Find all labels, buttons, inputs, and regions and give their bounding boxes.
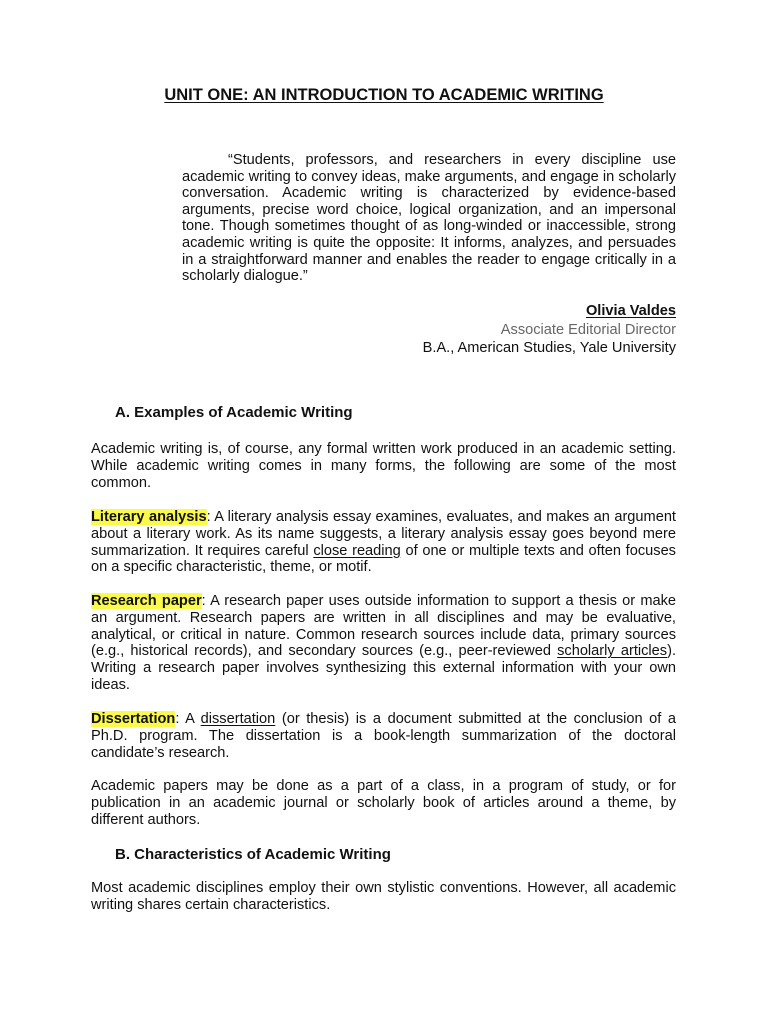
literary-analysis-term: Literary analysis — [91, 509, 207, 525]
literary-analysis-text-end: of one or multiple texts and often focuses on a specific characteristic, theme, or motif. — [91, 542, 676, 576]
quote-attribution — [423, 302, 676, 358]
research-paper-text: : A research paper uses outside information to support a thesis or make an argument. Research papers are written in all disciplines and may be evaluative, analytical, or critical in nature. Common research sources include data, primary sources (e.g., historical records), and secondary sources (e.g., peer-reviewed — [91, 593, 677, 660]
dissertation-link[interactable]: dissertation — [200, 711, 276, 727]
section-b-heading: B. Characteristics of Academic Writing — [115, 846, 391, 863]
research-paper-paragraph — [91, 593, 676, 694]
dissertation-text: : A — [175, 711, 201, 727]
literary-analysis-text: : A literary analysis essay examines, evaluates, and makes an argument about a literary work. As its name suggests, a literary analysis essay goes beyond mere summarization. It requires careful — [91, 509, 676, 559]
research-paper-text-end: ). Writing a research paper involves synthesizing this external information with your own ideas. — [91, 643, 676, 693]
dissertation-text-end: (or thesis) is a document submitted at the conclusion of a Ph.D. program. The dissertation is a book-length summarization of the doctoral candidate’s research. — [91, 711, 677, 761]
section-a-closing: Academic papers may be done as a part of a class, in a program of study, or for publication in an academic journal or scholarly book of articles around a theme, by different authors. — [91, 778, 676, 828]
section-b-intro: Most academic disciplines employ their own stylistic conventions. However, all academic writing shares certain characteristics. — [91, 880, 676, 913]
research-paper-term: Research paper — [91, 593, 202, 609]
epigraph-quote — [182, 152, 676, 285]
page-title-text: UNIT ONE: AN INTRODUCTION TO ACADEMIC WRITING — [164, 86, 604, 104]
dissertation-paragraph — [91, 711, 676, 761]
author-credentials: B.A., American Studies, Yale University — [422, 340, 676, 356]
page-title — [0, 86, 768, 105]
close-reading-link[interactable]: close reading — [313, 542, 401, 559]
literary-analysis-paragraph — [91, 509, 676, 576]
section-a-intro: Academic writing is, of course, any formal written work produced in an academic setting. While academic writing comes in many forms, the following are some of the most common. — [91, 441, 676, 491]
section-a-heading: A. Examples of Academic Writing — [115, 404, 353, 421]
quote-text: “Students, professors, and researchers in every discipline use academic writing to convey ideas, make arguments, and engage in scholarly conversation. Academic writing is characterized by evidence-based arguments, precise word choice, logical organization, and an impersonal tone. Though sometimes thought of as long-winded or inaccessible, strong academic writing is quite the opposite: It informs, analyzes, and persuades in a straightforward manner and enables the reader to engage critically in a scholarly dialogue.” — [182, 152, 676, 285]
dissertation-term: Dissertation — [91, 711, 176, 727]
scholarly-articles-link[interactable]: scholarly articles — [557, 643, 668, 660]
author-role: Associate Editorial Director — [500, 321, 676, 338]
author-name: Olivia Valdes — [585, 303, 676, 319]
